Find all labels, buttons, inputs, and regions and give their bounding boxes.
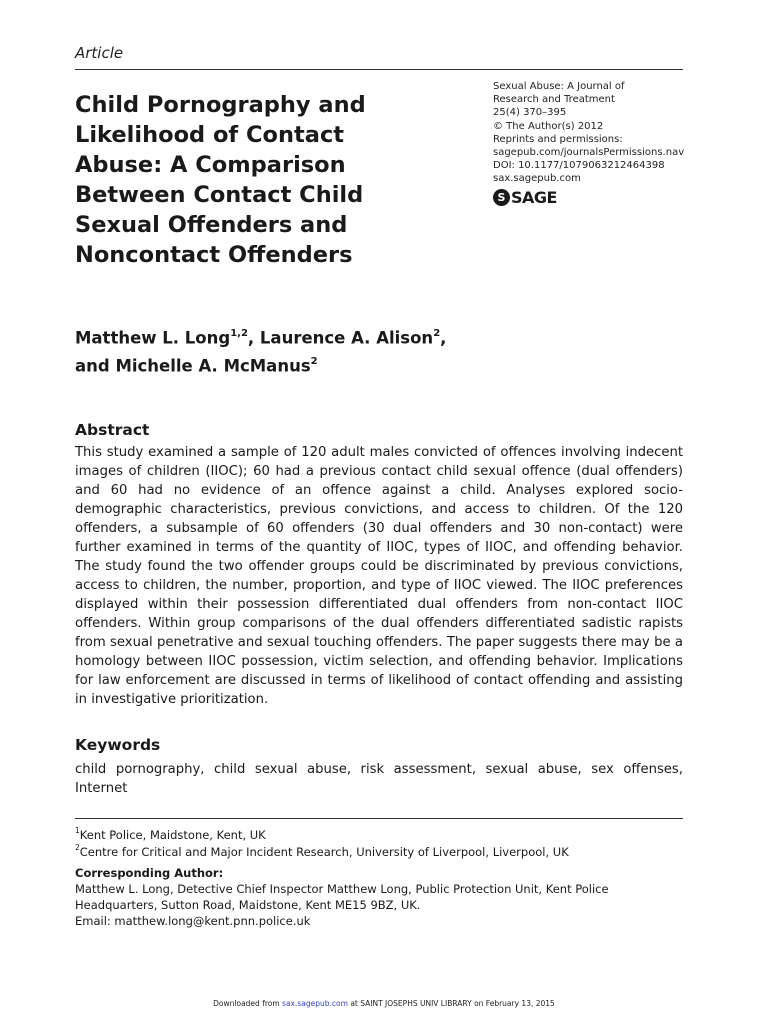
download-source-link[interactable]: sax.sagepub.com xyxy=(282,999,348,1008)
author-affiliation-marker: 2 xyxy=(433,328,441,339)
title-line: Child Pornography and xyxy=(75,92,366,118)
affiliation-text: Kent Police, Maidstone, Kent, UK xyxy=(79,827,266,842)
download-suffix: at SAINT JOSEPHS UNIV LIBRARY on February 13, 2015 xyxy=(347,999,555,1008)
author-line xyxy=(75,351,683,379)
sage-logo xyxy=(493,187,557,207)
article-title xyxy=(75,90,435,270)
journal-info-block xyxy=(493,80,693,186)
affiliation-2 xyxy=(75,841,569,860)
author-conjunction: and xyxy=(75,356,116,375)
header-rule xyxy=(75,69,683,70)
keywords-heading: Keywords xyxy=(75,736,161,754)
author-name: Matthew L. Long xyxy=(75,328,231,348)
abstract-heading: Abstract xyxy=(75,421,150,439)
journal-copyright: © The Author(s) 2012 xyxy=(493,120,604,132)
sage-logo-icon: S xyxy=(493,189,510,206)
author-name: Michelle A. McManus xyxy=(115,356,311,375)
corresponding-line: Headquarters, Sutton Road, Maidstone, Kent ME15 9BZ, UK. xyxy=(75,898,421,912)
corresponding-line: Matthew L. Long, Detective Chief Inspector Matthew Long, Public Protection Unit, Kent Police xyxy=(75,882,609,896)
author-separator: , xyxy=(440,328,447,348)
journal-site: sax.sagepub.com xyxy=(493,173,581,185)
title-line: Sexual Offenders and xyxy=(75,212,348,238)
sage-logo-text: SAGE xyxy=(511,187,557,207)
journal-name-line: Sexual Abuse: A Journal of xyxy=(493,81,625,92)
download-footer xyxy=(0,999,768,1008)
affiliation-marker: 2 xyxy=(75,843,80,852)
author-line xyxy=(75,323,683,351)
title-line: Abuse: A Comparison xyxy=(75,152,346,178)
corresponding-author-heading: Corresponding Author: xyxy=(75,866,224,880)
affiliation-1 xyxy=(75,824,266,843)
author-separator: , xyxy=(247,328,260,348)
journal-volume: 25(4) 370–395 xyxy=(493,107,567,119)
corresponding-email: Email: matthew.long@kent.pnn.police.uk xyxy=(75,914,311,928)
affiliation-marker: 1 xyxy=(75,826,80,835)
journal-reprints: Reprints and permissions: xyxy=(493,133,623,145)
author-name: Laurence A. Alison xyxy=(259,328,434,348)
footnote-rule xyxy=(75,818,683,819)
title-line: Between Contact Child xyxy=(75,182,364,208)
journal-name-line: Research and Treatment xyxy=(493,94,615,106)
keywords-text: child pornography, child sexual abuse, risk assessment, sexual abuse, sex offenses, Internet xyxy=(75,762,683,796)
journal-permissions-url: sagepub.com/journalsPermissions.nav xyxy=(493,147,685,159)
author-list xyxy=(75,323,683,378)
title-line: Likelihood of Contact xyxy=(75,122,345,148)
article-type-label: Article xyxy=(75,44,124,62)
affiliation-text: Centre for Critical and Major Incident Research, University of Liverpool, Liverpool, UK xyxy=(79,844,569,859)
journal-doi: DOI: 10.1177/1079063212464398 xyxy=(493,160,665,172)
abstract-text: This study examined a sample of 120 adult males convicted of offences involving indecent images of children (IIOC); 60 had a previous contact child sexual offence (dual offenders) and 60 had no evidence of an offence against a child. Analyses explored socio-demographic characteristics, previous convictions, and access to children. Of the 120 offenders, a subsample of 60 offenders (30 dual offenders and 30 non-contact) were further examined in terms of the quantity of IIOC, types of IIOC, and offending behavior. The study found the two offender groups could be discriminated by previous convictions, access to children, the number, proportion, and type of IIOC viewed. The IIOC preferences displayed within their possession differentiated dual offenders from non-contact IIOC offenders. Within group comparisons of the dual offenders differentiated sadistic rapists from sexual penetrative and sexual touching offenders. The paper suggests there may be a homology between IIOC possession, victim selection, and offending behavior. Implications for law enforcement are discussed in terms of likelihood of contact offending and assisting in investigative prioritization. xyxy=(75,445,683,707)
download-prefix: Downloaded from xyxy=(213,999,283,1008)
title-line: Noncontact Offenders xyxy=(75,242,353,268)
author-affiliation-marker: 2 xyxy=(310,355,318,367)
author-affiliation-marker: 1,2 xyxy=(230,328,248,339)
corresponding-author-details xyxy=(75,881,683,929)
